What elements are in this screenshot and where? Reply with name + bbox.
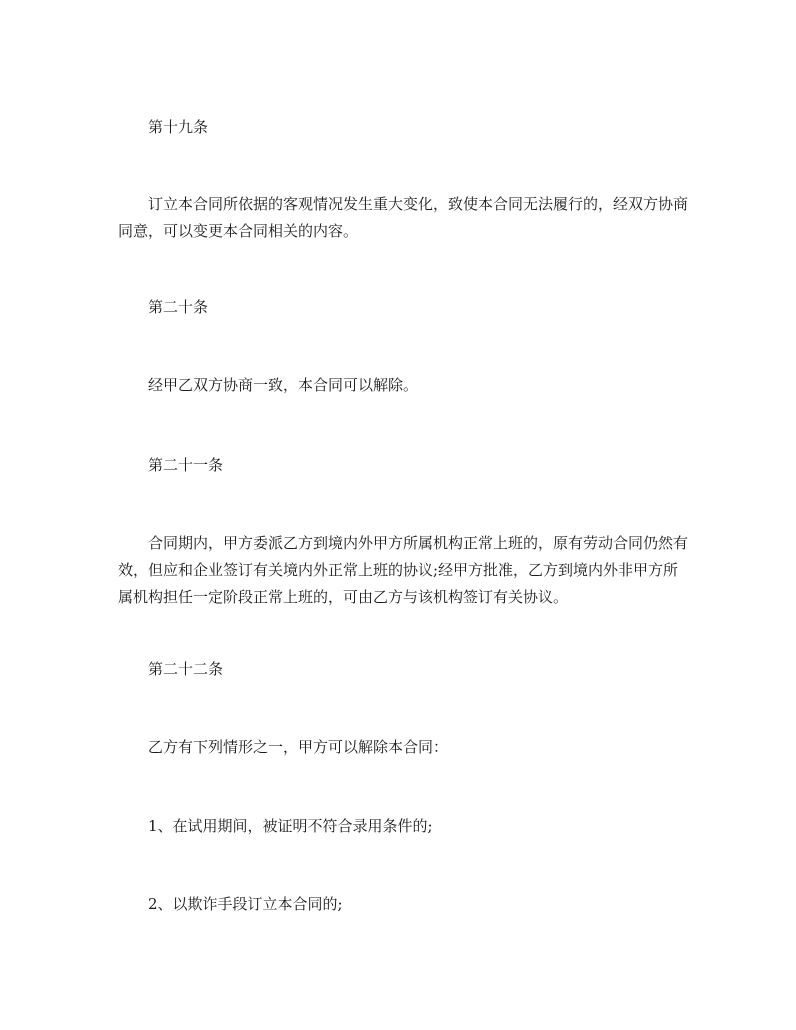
list-item-2: 2、以欺诈手段订立本合同的; — [148, 895, 343, 913]
article-paragraph-21: 合同期内，甲方委派乙方到境内外甲方所属机构正常上班的，原有劳动合同仍然有效，但应和企业签订有关境内外正常上班的协议;经甲方批准，乙方到境内外非甲方所属机构担任一定阶段正常上班的，可由乙方与该机构签订有关协议。 — [118, 534, 689, 606]
list-item-1: 1、在试用期间，被证明不符合录用条件的; — [148, 817, 433, 835]
article-heading-21: 第二十一条 — [148, 456, 224, 474]
article-paragraph-20: 经甲乙双方协商一致，本合同可以解除。 — [148, 376, 419, 394]
article-paragraph-22: 乙方有下列情形之一，甲方可以解除本合同： — [148, 738, 449, 756]
article-paragraph-19: 订立本合同所依据的客观情况发生重大变化，致使本合同无法履行的，经双方协商同意，可以变更本合同相关的内容。 — [118, 195, 689, 240]
article-heading-20: 第二十条 — [148, 298, 209, 316]
article-heading-22: 第二十二条 — [148, 660, 224, 678]
article-heading-19: 第十九条 — [148, 118, 209, 136]
